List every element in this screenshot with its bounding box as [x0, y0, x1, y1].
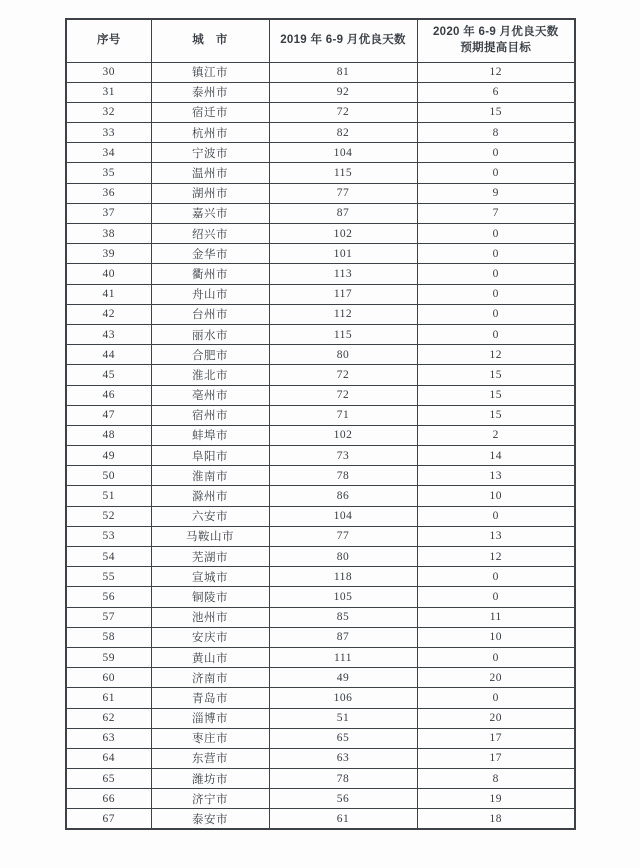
table-cell: 2: [417, 425, 575, 445]
table-cell: 115: [269, 324, 417, 344]
table-cell: 杭州市: [151, 123, 269, 143]
table-row: [66, 789, 575, 809]
table-cell: 49: [269, 668, 417, 688]
table-row: [66, 647, 575, 667]
table-cell: 43: [66, 324, 151, 344]
table-cell: 64: [66, 748, 151, 768]
table-cell: 72: [269, 385, 417, 405]
table-cell: 宿州市: [151, 405, 269, 425]
table-cell: 104: [269, 506, 417, 526]
table-row: [66, 688, 575, 708]
table-cell: 73: [269, 446, 417, 466]
table-cell: 8: [417, 769, 575, 789]
table-cell: 63: [66, 728, 151, 748]
table-cell: 58: [66, 627, 151, 647]
table-cell: 65: [269, 728, 417, 748]
table-cell: 池州市: [151, 607, 269, 627]
table-cell: 9: [417, 183, 575, 203]
table-row: [66, 425, 575, 445]
table-row: [66, 567, 575, 587]
table-cell: 102: [269, 425, 417, 445]
table-cell: 80: [269, 547, 417, 567]
table-cell: 15: [417, 385, 575, 405]
table-cell: 13: [417, 526, 575, 546]
table-row: [66, 708, 575, 728]
table-cell: 枣庄市: [151, 728, 269, 748]
table-cell: 13: [417, 466, 575, 486]
table-cell: 淮南市: [151, 466, 269, 486]
table-cell: 合肥市: [151, 345, 269, 365]
table-cell: 56: [269, 789, 417, 809]
table-cell: 57: [66, 607, 151, 627]
table-cell: 30: [66, 62, 151, 82]
table-cell: 六安市: [151, 506, 269, 526]
table-cell: 78: [269, 466, 417, 486]
table-cell: 52: [66, 506, 151, 526]
table-cell: 39: [66, 244, 151, 264]
table-cell: 12: [417, 62, 575, 82]
table-cell: 37: [66, 203, 151, 223]
table-cell: 丽水市: [151, 324, 269, 344]
table-row: [66, 405, 575, 425]
table-cell: 66: [66, 789, 151, 809]
table-cell: 7: [417, 203, 575, 223]
table-row: [66, 163, 575, 183]
table-cell: 青岛市: [151, 688, 269, 708]
table-cell: 19: [417, 789, 575, 809]
table-cell: 118: [269, 567, 417, 587]
table-cell: 72: [269, 365, 417, 385]
table-cell: 淄博市: [151, 708, 269, 728]
table-cell: 71: [269, 405, 417, 425]
table-row: [66, 304, 575, 324]
table-row: [66, 203, 575, 223]
table-cell: 安庆市: [151, 627, 269, 647]
table-row: [66, 365, 575, 385]
table-cell: 6: [417, 82, 575, 102]
table-row: [66, 244, 575, 264]
table-cell: 黄山市: [151, 647, 269, 667]
table-cell: 45: [66, 365, 151, 385]
table-cell: 36: [66, 183, 151, 203]
header-2020-line1: 2020 年 6-9 月优良天数: [432, 26, 559, 39]
table-cell: 12: [417, 345, 575, 365]
table-cell: 0: [417, 224, 575, 244]
table-cell: 35: [66, 163, 151, 183]
table-cell: 台州市: [151, 304, 269, 324]
table-cell: 77: [269, 526, 417, 546]
table-cell: 15: [417, 405, 575, 425]
table-cell: 51: [269, 708, 417, 728]
table-cell: 10: [417, 486, 575, 506]
table-cell: 金华市: [151, 244, 269, 264]
table-cell: 72: [269, 102, 417, 122]
table-cell: 42: [66, 304, 151, 324]
table-header-row: [66, 19, 575, 62]
table-cell: 102: [269, 224, 417, 244]
table-cell: 20: [417, 708, 575, 728]
table-row: [66, 224, 575, 244]
table-row: [66, 183, 575, 203]
table-cell: 44: [66, 345, 151, 365]
table-row: [66, 809, 575, 829]
table-row: [66, 143, 575, 163]
table-row: [66, 769, 575, 789]
table-cell: 38: [66, 224, 151, 244]
table-cell: 滁州市: [151, 486, 269, 506]
table-cell: 20: [417, 668, 575, 688]
table-cell: 镇江市: [151, 62, 269, 82]
table-row: [66, 668, 575, 688]
table-cell: 泰州市: [151, 82, 269, 102]
table-cell: 宿迁市: [151, 102, 269, 122]
table-cell: 10: [417, 627, 575, 647]
table-row: [66, 62, 575, 82]
table-cell: 46: [66, 385, 151, 405]
table-cell: 0: [417, 324, 575, 344]
table-row: [66, 446, 575, 466]
table-cell: 济宁市: [151, 789, 269, 809]
table-cell: 54: [66, 547, 151, 567]
table-cell: 15: [417, 102, 575, 122]
table-cell: 芜湖市: [151, 547, 269, 567]
table-cell: 86: [269, 486, 417, 506]
table-cell: 18: [417, 809, 575, 829]
table-cell: 11: [417, 607, 575, 627]
table-cell: 0: [417, 284, 575, 304]
table-cell: 32: [66, 102, 151, 122]
table-cell: 40: [66, 264, 151, 284]
table-cell: 115: [269, 163, 417, 183]
table-body: [66, 62, 575, 829]
table-cell: 87: [269, 627, 417, 647]
table-cell: 12: [417, 547, 575, 567]
table-cell: 55: [66, 567, 151, 587]
table-row: [66, 345, 575, 365]
table-row: [66, 748, 575, 768]
table-cell: 0: [417, 567, 575, 587]
table-cell: 铜陵市: [151, 587, 269, 607]
table-cell: 34: [66, 143, 151, 163]
table-row: [66, 123, 575, 143]
table-cell: 0: [417, 244, 575, 264]
table-cell: 53: [66, 526, 151, 546]
table-cell: 81: [269, 62, 417, 82]
table-cell: 0: [417, 647, 575, 667]
table-cell: 105: [269, 587, 417, 607]
table-cell: 0: [417, 304, 575, 324]
table-cell: 33: [66, 123, 151, 143]
table-row: [66, 82, 575, 102]
table-cell: 0: [417, 506, 575, 526]
table-cell: 17: [417, 748, 575, 768]
table-cell: 0: [417, 587, 575, 607]
table-cell: 51: [66, 486, 151, 506]
table-cell: 61: [66, 688, 151, 708]
table-cell: 78: [269, 769, 417, 789]
table-row: [66, 627, 575, 647]
table-row: [66, 728, 575, 748]
table-cell: 衢州市: [151, 264, 269, 284]
table-cell: 67: [66, 809, 151, 829]
table-cell: 92: [269, 82, 417, 102]
table-cell: 60: [66, 668, 151, 688]
table-cell: 0: [417, 264, 575, 284]
table-cell: 56: [66, 587, 151, 607]
table-cell: 14: [417, 446, 575, 466]
table-cell: 31: [66, 82, 151, 102]
table-row: [66, 466, 575, 486]
table-cell: 62: [66, 708, 151, 728]
table-cell: 湖州市: [151, 183, 269, 203]
table-cell: 马鞍山市: [151, 526, 269, 546]
table-cell: 阜阳市: [151, 446, 269, 466]
table-cell: 17: [417, 728, 575, 748]
table-cell: 蚌埠市: [151, 425, 269, 445]
table-cell: 淮北市: [151, 365, 269, 385]
header-serial-number: 序号: [66, 19, 151, 62]
table-cell: 温州市: [151, 163, 269, 183]
table-cell: 8: [417, 123, 575, 143]
table-cell: 0: [417, 688, 575, 708]
table-row: [66, 587, 575, 607]
table-cell: 59: [66, 647, 151, 667]
header-2019-good-days: 2019 年 6-9 月优良天数: [269, 19, 417, 62]
table-row: [66, 486, 575, 506]
table-cell: 泰安市: [151, 809, 269, 829]
table-cell: 东营市: [151, 748, 269, 768]
table-cell: 77: [269, 183, 417, 203]
table-cell: 潍坊市: [151, 769, 269, 789]
table-cell: 绍兴市: [151, 224, 269, 244]
table-cell: 宣城市: [151, 567, 269, 587]
table-row: [66, 607, 575, 627]
table-cell: 41: [66, 284, 151, 304]
table-cell: 80: [269, 345, 417, 365]
table-cell: 117: [269, 284, 417, 304]
table-cell: 0: [417, 163, 575, 183]
header-2020-improvement-target: [417, 19, 575, 62]
table-cell: 49: [66, 446, 151, 466]
table-cell: 济南市: [151, 668, 269, 688]
table-cell: 82: [269, 123, 417, 143]
table-cell: 舟山市: [151, 284, 269, 304]
table-row: [66, 324, 575, 344]
table-cell: 亳州市: [151, 385, 269, 405]
table-cell: 47: [66, 405, 151, 425]
table-cell: 65: [66, 769, 151, 789]
table-cell: 101: [269, 244, 417, 264]
table-cell: 50: [66, 466, 151, 486]
table-row: [66, 102, 575, 122]
table-cell: 48: [66, 425, 151, 445]
table-row: [66, 506, 575, 526]
table-cell: 宁波市: [151, 143, 269, 163]
table-cell: 0: [417, 143, 575, 163]
table-cell: 111: [269, 647, 417, 667]
table-row: [66, 526, 575, 546]
table-row: [66, 284, 575, 304]
header-city: 城 市: [151, 19, 269, 62]
table-cell: 104: [269, 143, 417, 163]
table-cell: 85: [269, 607, 417, 627]
air-quality-days-table: [65, 18, 576, 830]
header-2020-line2: 预期提高目标: [460, 41, 532, 54]
table-cell: 87: [269, 203, 417, 223]
table-cell: 15: [417, 365, 575, 385]
table-cell: 113: [269, 264, 417, 284]
table-cell: 63: [269, 748, 417, 768]
table-row: [66, 547, 575, 567]
table-row: [66, 264, 575, 284]
table-cell: 61: [269, 809, 417, 829]
table-cell: 112: [269, 304, 417, 324]
table-cell: 106: [269, 688, 417, 708]
table-row: [66, 385, 575, 405]
table-cell: 嘉兴市: [151, 203, 269, 223]
